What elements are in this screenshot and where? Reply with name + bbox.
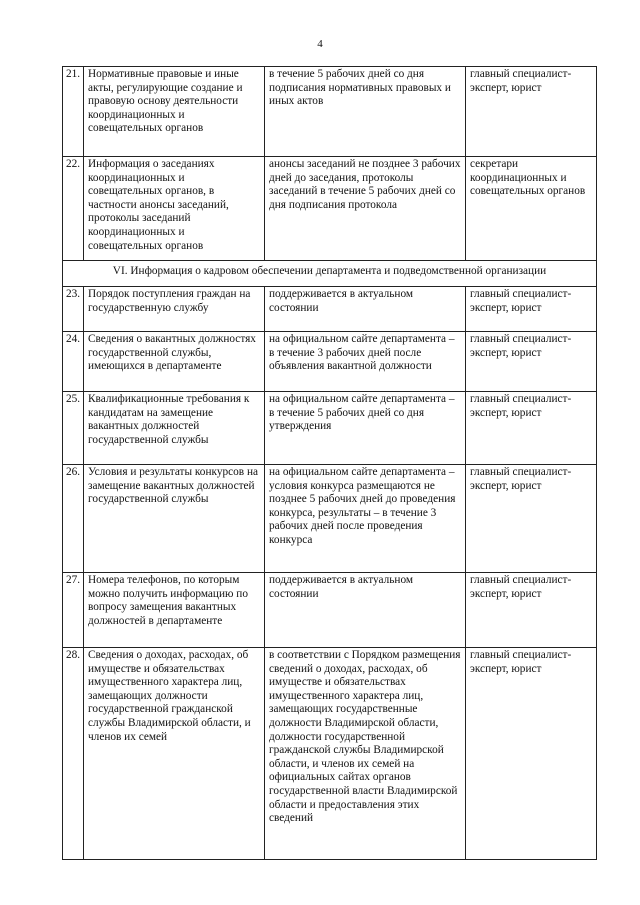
- table-row: [63, 157, 597, 261]
- term-cell: в соответствии с Порядком размещения сведений о доходах, расходах, об имуществе и обязательствах имущественного характера лиц, замещающих государственные должности Владимирской области, должности государственной гражданской службы Владимирской области, и членов их семей на официальных сайтах органов государственной власти Владимирской области и предоставления этих сведений: [265, 648, 466, 860]
- responsible-cell: главный специалист-эксперт, юрист: [466, 287, 597, 332]
- row-number: 26.: [63, 465, 84, 573]
- responsible-cell: главный специалист-эксперт, юрист: [466, 648, 597, 860]
- info-cell: Порядок поступления граждан на государственную службу: [84, 287, 265, 332]
- term-cell: в течение 5 рабочих дней со дня подписания нормативных правовых и иных актов: [265, 67, 466, 157]
- info-cell: Номера телефонов, по которым можно получить информацию по вопросу замещения вакантных должностей в департаменте: [84, 573, 265, 648]
- responsible-cell: главный специалист-эксперт, юрист: [466, 465, 597, 573]
- responsible-cell: секретари координационных и совещательных органов: [466, 157, 597, 261]
- term-cell: на официальном сайте департамента – в течение 5 рабочих дней со дня утверждения: [265, 392, 466, 465]
- info-cell: Сведения о доходах, расходах, об имуществе и обязательствах имущественного характера лиц, замещающих должности государственной гражданской службы Владимирской области, и членов их семей: [84, 648, 265, 860]
- table-row: [63, 648, 597, 860]
- term-cell: поддерживается в актуальном состоянии: [265, 287, 466, 332]
- table-row: [63, 392, 597, 465]
- section-title: VI. Информация о кадровом обеспечении департамента и подведомственной организации: [63, 261, 597, 287]
- info-cell: Квалификационные требования к кандидатам на замещение вакантных должностей государственной службы: [84, 392, 265, 465]
- row-number: 23.: [63, 287, 84, 332]
- info-cell: Нормативные правовые и иные акты, регулирующие создание и правовую основу деятельности координационных и совещательных органов: [84, 67, 265, 157]
- section-header-row: [63, 261, 597, 287]
- information-table: [62, 66, 597, 860]
- info-cell: Условия и результаты конкурсов на замещение вакантных должностей государственной службы: [84, 465, 265, 573]
- responsible-cell: главный специалист-эксперт, юрист: [466, 67, 597, 157]
- table-row: [63, 287, 597, 332]
- table-row: [63, 332, 597, 392]
- term-cell: на официальном сайте департамента – в течение 3 рабочих дней после объявления вакантной должности: [265, 332, 466, 392]
- row-number: 28.: [63, 648, 84, 860]
- table-row: [63, 573, 597, 648]
- info-cell: Информация о заседаниях координационных и совещательных органов, в частности анонсы заседаний, протоколы заседаний координационных и совещательных органов: [84, 157, 265, 261]
- row-number: 21.: [63, 67, 84, 157]
- table-row: [63, 465, 597, 573]
- term-cell: на официальном сайте департамента – условия конкурса размещаются не позднее 5 рабочих дней до проведения конкурса, результаты – в течение 3 рабочих дней после проведения конкурса: [265, 465, 466, 573]
- row-number: 25.: [63, 392, 84, 465]
- table-row: [63, 67, 597, 157]
- responsible-cell: главный специалист-эксперт, юрист: [466, 573, 597, 648]
- row-number: 22.: [63, 157, 84, 261]
- row-number: 27.: [63, 573, 84, 648]
- term-cell: поддерживается в актуальном состоянии: [265, 573, 466, 648]
- responsible-cell: главный специалист-эксперт, юрист: [466, 332, 597, 392]
- page-number: 4: [317, 38, 323, 50]
- row-number: 24.: [63, 332, 84, 392]
- info-cell: Сведения о вакантных должностях государственной службы, имеющихся в департаменте: [84, 332, 265, 392]
- term-cell: анонсы заседаний не позднее 3 рабочих дней до заседания, протоколы заседаний в течение 5 рабочих дней со дня подписания протокола: [265, 157, 466, 261]
- responsible-cell: главный специалист-эксперт, юрист: [466, 392, 597, 465]
